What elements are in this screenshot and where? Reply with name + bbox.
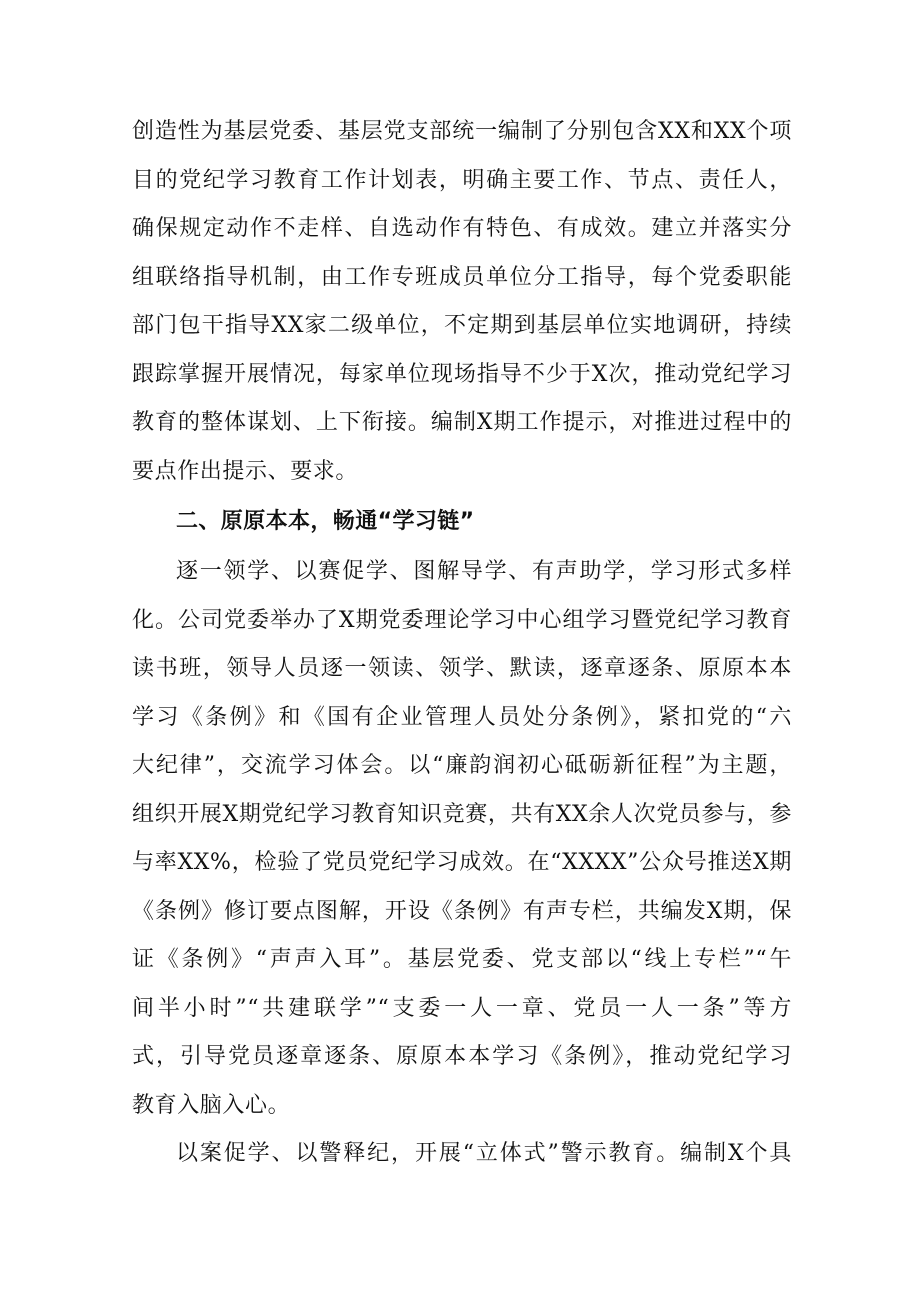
paragraph-3 bbox=[132, 1130, 792, 1179]
text-line: 确保规定动作不走样、自选动作有特色、有成效。建立并落实分 bbox=[132, 216, 792, 241]
text-line: 组织开展X期党纪学习教育知识竞赛，共有XX余人次党员参与，参 bbox=[132, 801, 792, 827]
paragraph-1 bbox=[132, 108, 792, 496]
text-line: 证《条例》“声声入耳”。基层党委、党支部以“线上专栏”“午 bbox=[132, 947, 792, 972]
text-line: 与率XX%，检验了党员党纪学习成效。在“XXXX”公众号推送X期 bbox=[132, 850, 792, 875]
text-line: 组联络指导机制，由工作专班成员单位分工指导，每个党委职能 bbox=[132, 264, 792, 290]
paragraph-2 bbox=[132, 548, 792, 1130]
text-line: 要点作出提示、要求。 bbox=[132, 458, 359, 484]
text-line: 创造性为基层党委、基层党支部统一编制了分别包含XX和XX个项 bbox=[132, 119, 792, 144]
text-line: 间半小时”“共建联学”“支委一人一章、党员一人一条”等方 bbox=[132, 995, 792, 1021]
text-line: 学习《条例》和《国有企业管理人员处分条例》，紧扣党的“六 bbox=[132, 704, 792, 730]
text-line: 化。公司党委举办了X期党委理论学习中心组学习暨党纪学习教育 bbox=[132, 607, 792, 633]
document-page bbox=[132, 108, 792, 1179]
text-line: 教育的整体谋划、上下衔接。编制X期工作提示，对推进过程中的 bbox=[132, 410, 792, 435]
text-line: 大纪律”，交流学习体会。以“廉韵润初心砥砺新征程”为主题， bbox=[132, 753, 792, 778]
text-line: 式，引导党员逐章逐条、原原本本学习《条例》，推动党纪学习 bbox=[132, 1044, 792, 1069]
text-line: 目的党纪学习教育工作计划表，明确主要工作、节点、责任人， bbox=[132, 167, 792, 193]
section-heading: 二、原原本本，畅通“学习链” bbox=[176, 509, 475, 534]
text-line: 以案促学、以警释纪，开展“立体式”警示教育。编制X个具 bbox=[176, 1141, 792, 1166]
text-line: 教育入脑入心。 bbox=[132, 1092, 291, 1118]
text-line: 《条例》修订要点图解，开设《条例》有声专栏，共编发X期，保 bbox=[132, 898, 792, 924]
text-line: 读书班，领导人员逐一领读、领学、默读，逐章逐条、原原本本 bbox=[132, 656, 792, 681]
text-line: 部门包干指导XX家二级单位，不定期到基层单位实地调研，持续 bbox=[132, 313, 792, 338]
text-line: 跟踪掌握开展情况，每家单位现场指导不少于X次，推动党纪学习 bbox=[132, 361, 792, 387]
text-line: 逐一领学、以赛促学、图解导学、有声助学，学习形式多样 bbox=[176, 559, 792, 584]
